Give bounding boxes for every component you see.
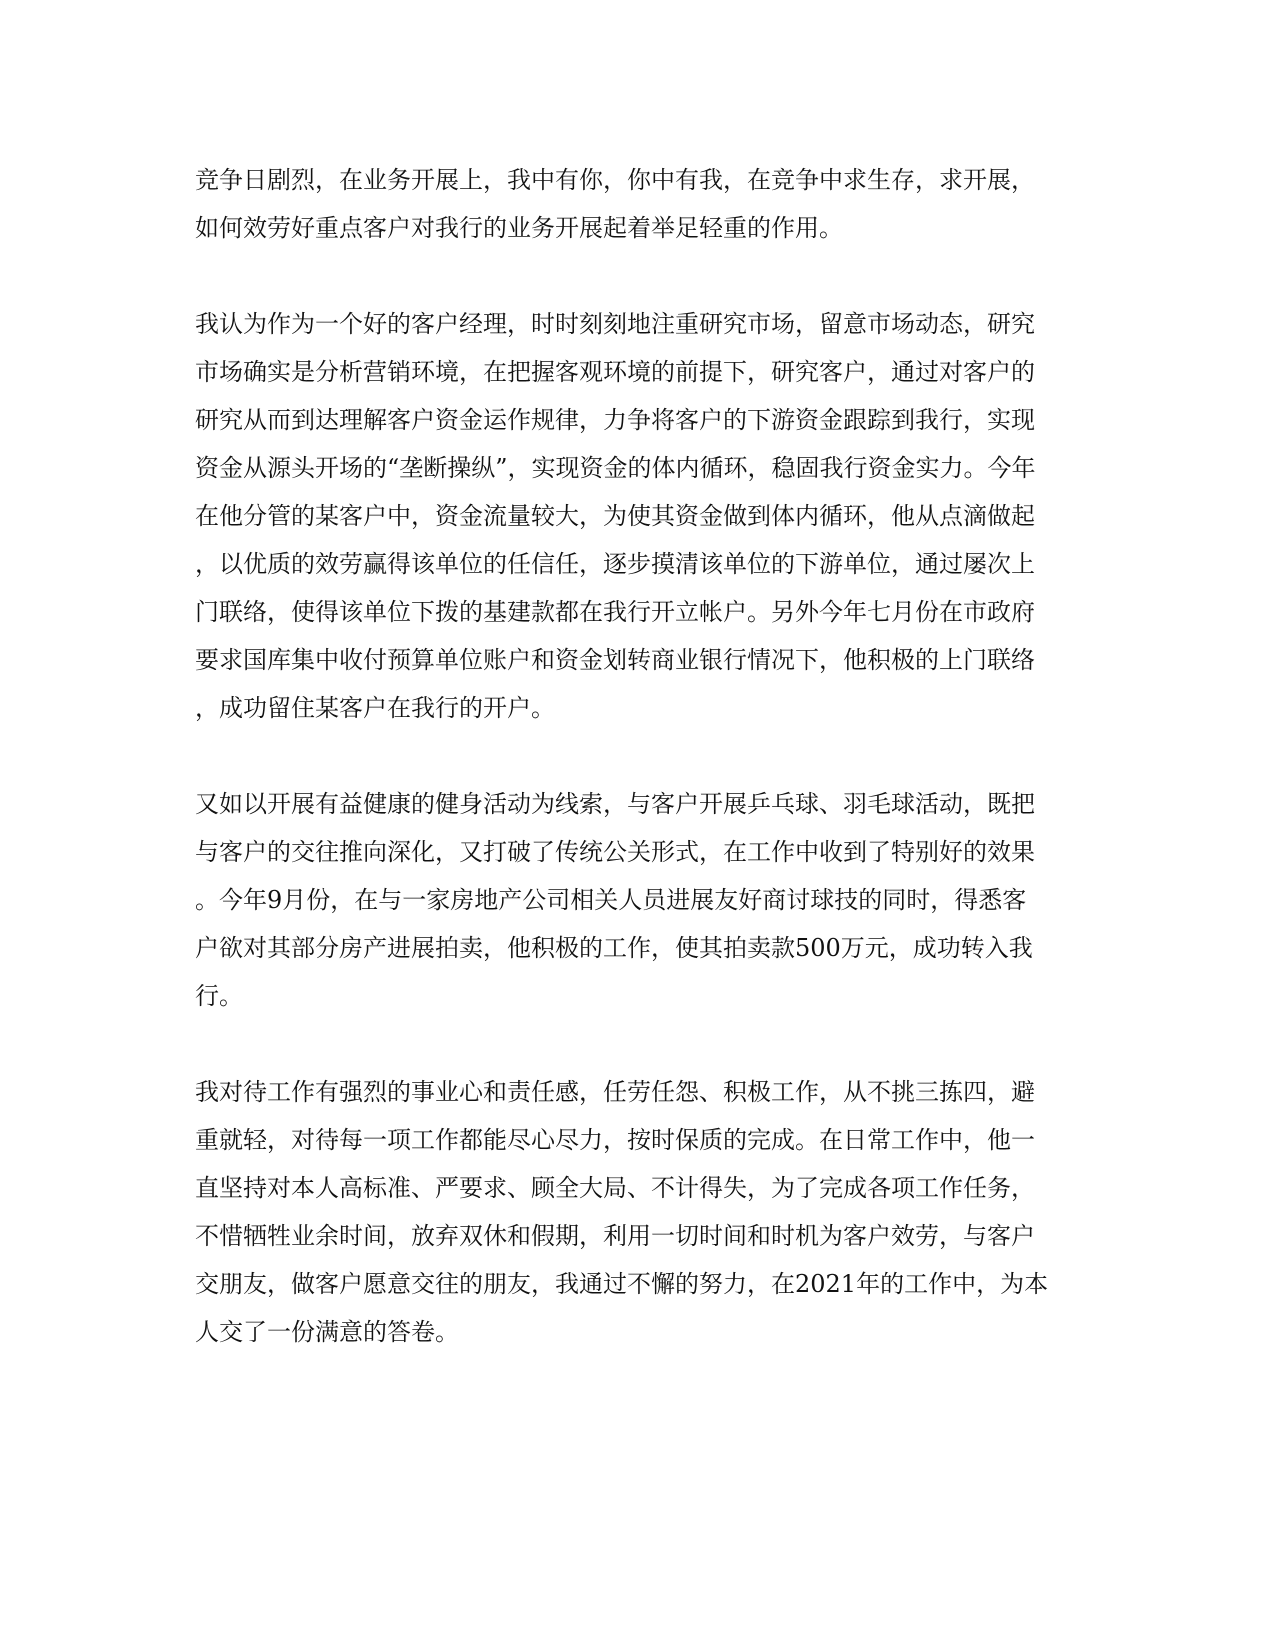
text-line: 门联络，使得该单位下拨的基建款都在我行开立帐户。另外今年七月份在市政府 [195,598,1035,626]
text-line: 如何效劳好重点客户对我行的业务开展起着举足轻重的作用。 [195,214,843,242]
text-line: 资金从源头开场的“垄断操纵”，实现资金的体内循环，稳固我行资金实力。今年 [195,454,1036,482]
paragraph-4 [195,1068,1075,1356]
text-line: 行。 [195,982,243,1010]
text-line: ，成功留住某客户在我行的开户。 [195,694,555,722]
text-line: 不惜牺牲业余时间，放弃双休和假期，利用一切时间和时机为客户效劳，与客户 [195,1222,1035,1250]
text-line: 人交了一份满意的答卷。 [195,1318,459,1346]
document-body [195,156,1075,1404]
text-line: ，以优质的效劳赢得该单位的任信任，逐步摸清该单位的下游单位，通过屡次上 [195,550,1035,578]
paragraph-2 [195,300,1075,732]
text-line: 我对待工作有强烈的事业心和责任感，任劳任怨、积极工作，从不挑三拣四，避 [195,1078,1035,1106]
paragraph-3 [195,780,1075,1020]
text-line: 市场确实是分析营销环境，在把握客观环境的前提下，研究客户，通过对客户的 [195,358,1035,386]
text-line: 又如以开展有益健康的健身活动为线索，与客户开展乒乓球、羽毛球活动，既把 [195,790,1035,818]
text-line: 重就轻，对待每一项工作都能尽心尽力，按时保质的完成。在日常工作中，他一 [195,1126,1035,1154]
text-line: 与客户的交往推向深化，又打破了传统公关形式，在工作中收到了特别好的效果 [195,838,1035,866]
text-line: 要求国库集中收付预算单位账户和资金划转商业银行情况下，他积极的上门联络 [195,646,1035,674]
text-line: 。今年9月份，在与一家房地产公司相关人员进展友好商讨球技的同时，得悉客 [195,886,1027,914]
text-line: 交朋友，做客户愿意交往的朋友，我通过不懈的努力，在2021年的工作中，为本 [195,1270,1049,1298]
text-line: 在他分管的某客户中，资金流量较大，为使其资金做到体内循环，他从点滴做起 [195,502,1035,530]
text-line: 直坚持对本人高标准、严要求、顾全大局、不计得失，为了完成各项工作任务， [195,1174,1035,1202]
text-line: 研究从而到达理解客户资金运作规律，力争将客户的下游资金跟踪到我行，实现 [195,406,1035,434]
text-line: 户欲对其部分房产进展拍卖，他积极的工作，使其拍卖款500万元，成功转入我 [195,934,1033,962]
text-line: 竞争日剧烈，在业务开展上，我中有你，你中有我，在竞争中求生存，求开展， [195,166,1035,194]
paragraph-1 [195,156,1075,252]
text-line: 我认为作为一个好的客户经理，时时刻刻地注重研究市场，留意市场动态，研究 [195,310,1035,338]
